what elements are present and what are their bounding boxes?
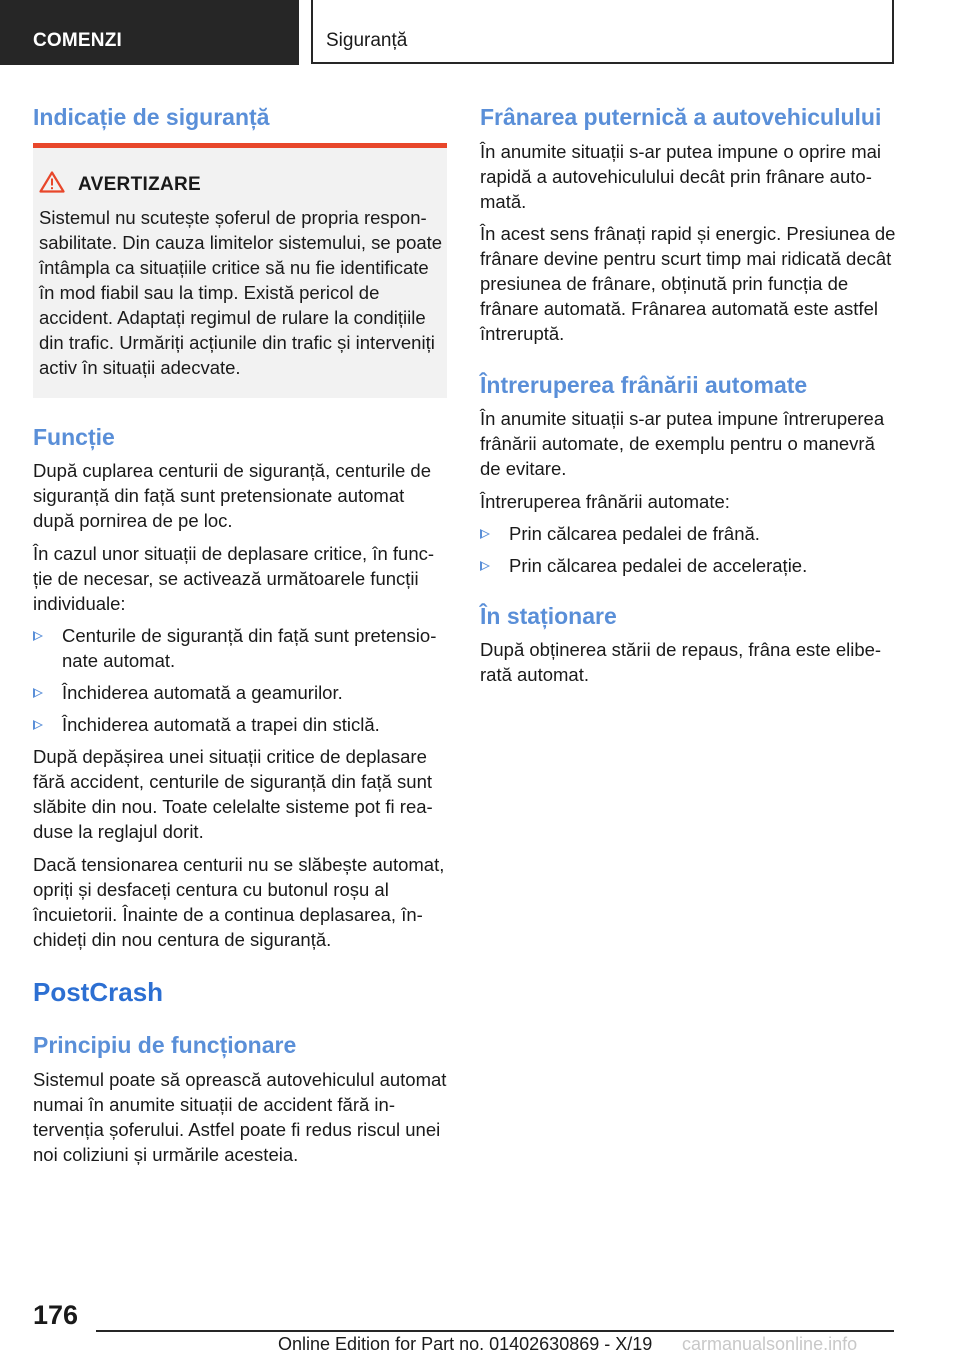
standstill-heading: În staționare bbox=[480, 603, 617, 629]
function-paragraph-1: După cuplarea centurii de siguranță, centurile de siguranță din față sunt pretensionate automat după pornirea de pe loc. bbox=[33, 460, 431, 531]
function-paragraph-4: Dacă tensionarea centurii nu se slăbește automat, opriți și desfaceți centura cu butonul roșu al încuietorii. Înainte de a continua deplasarea, închideți din nou centura de siguranță. bbox=[33, 854, 445, 950]
postcrash-heading: PostCrash bbox=[33, 977, 164, 1007]
braking-paragraph-1: În anumite situații s-ar putea impune o oprire mai rapidă a autovehiculului decât prin frânare automată. bbox=[480, 141, 882, 212]
list-item bbox=[33, 623, 447, 673]
warning-text: Sistemul nu scutește șoferul de propria responsabilitate. Din cauza limitelor sistemului, se poate întâmpla ca situațiile critice să nu fie identificate în mod fiabil sau la timp. Există pericol de accident. Adaptați regimul de rulare la condițiile din trafic. Urmăriți acțiunile din trafic și interveniți activ în situații adecvate. bbox=[39, 207, 443, 378]
safety-note-heading: Indicație de siguranță bbox=[33, 104, 270, 130]
list-item-text: Închiderea automată a geamurilor. bbox=[62, 682, 343, 703]
function-heading: Funcție bbox=[33, 424, 115, 450]
section-tab bbox=[311, 0, 894, 64]
page-number: 176 bbox=[33, 1300, 79, 1330]
interrupt-paragraph-2: Întreruperea frânării automate: bbox=[480, 491, 730, 512]
list-item bbox=[33, 712, 447, 737]
list-item bbox=[480, 521, 896, 546]
warning-box bbox=[33, 143, 447, 398]
bullet-triangle-icon bbox=[33, 720, 43, 730]
edition-note: Online Edition for Part no. 01402630869 - X/19 bbox=[278, 1334, 653, 1354]
hard-braking-heading: Frânarea puternică a autovehiculului bbox=[480, 104, 882, 130]
bullet-triangle-icon bbox=[33, 688, 43, 698]
interrupt-braking-heading: Întreruperea frânării automate bbox=[480, 372, 808, 398]
bullet-triangle-icon bbox=[480, 561, 490, 571]
interrupt-paragraph-1: În anumite situații s-ar putea impune întreruperea frânării automate, de exemplu pentru o manevră de evitare. bbox=[480, 408, 885, 479]
list-item-text: Prin călcarea pedalei de accelerație. bbox=[509, 555, 808, 576]
footer-divider bbox=[96, 1330, 894, 1332]
list-item bbox=[480, 553, 896, 578]
list-item-text: Prin călcarea pedalei de frână. bbox=[509, 523, 760, 544]
watermark: carmanualsonline.info bbox=[682, 1334, 858, 1354]
principle-heading: Principiu de funcționare bbox=[33, 1032, 297, 1058]
bullet-triangle-icon bbox=[33, 631, 43, 641]
bullet-triangle-icon bbox=[480, 529, 490, 539]
chapter-label: COMENZI bbox=[33, 30, 123, 51]
chapter-tab bbox=[0, 0, 299, 65]
braking-paragraph-2: În acest sens frânați rapid și energic. Presiunea de frânare devine pentru scurt timp mai ridicată decât presiunea de frânare, obținută prin funcția de frânare automată. Frânarea automată este astfel întreruptă. bbox=[480, 223, 896, 344]
standstill-paragraph: După obținerea stării de repaus, frâna este eliberată automat. bbox=[480, 639, 882, 685]
principle-paragraph: Sistemul poate să oprească autovehiculul automat numai în anumite situații de accident fără intervenția șoferului. Astfel poate fi redus riscul unei noi coliziuni și urmările acesteia. bbox=[33, 1069, 447, 1165]
list-item bbox=[33, 680, 447, 705]
list-item-text: Centurile de siguranță din față sunt pretensionate automat. bbox=[62, 625, 437, 671]
list-item-text: Închiderea automată a trapei din sticlă. bbox=[62, 714, 380, 735]
warning-triangle-icon bbox=[39, 171, 65, 193]
section-label: Siguranță bbox=[326, 30, 408, 51]
function-paragraph-2: În cazul unor situații de deplasare critice, în funcție de necesar, se activează următoarele funcții individuale: bbox=[33, 543, 435, 614]
warning-title: AVERTIZARE bbox=[78, 174, 201, 195]
function-paragraph-3: După depășirea unei situații critice de deplasare fără accident, centurile de siguranță din față sunt slăbite din nou. Toate celelalte sisteme pot fi readuse la reglajul dorit. bbox=[33, 746, 433, 842]
